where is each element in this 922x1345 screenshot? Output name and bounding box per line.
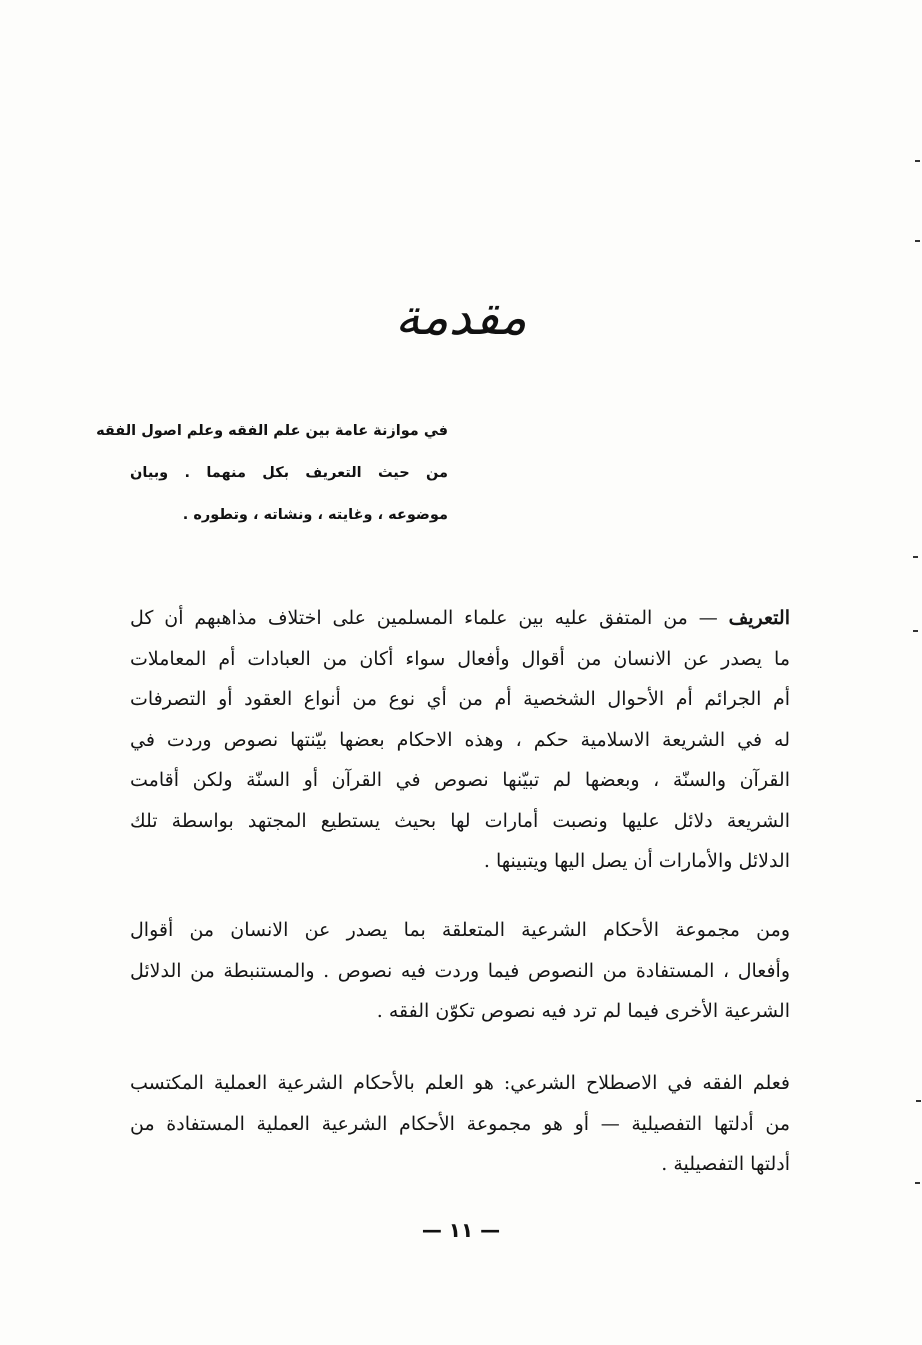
margin-mark — [913, 630, 918, 632]
margin-mark — [913, 556, 918, 558]
paragraph-line: أم الجرائم أم الأحوال الشخصية أم من أي نوع من أنواع العقود أو التصرفات — [130, 688, 790, 710]
summary-line: من حيث التعريف بكل منهما . وبيان — [130, 465, 448, 481]
page-number: — ١١ — — [421, 1218, 501, 1242]
paragraph-definition — [130, 598, 790, 882]
paragraph-fiqh-definition — [130, 1063, 790, 1185]
paragraph-fiqh-composition — [130, 910, 790, 1032]
paragraph-line — [130, 598, 790, 639]
paragraph-line: ومن مجموعة الأحكام الشرعية المتعلقة بما يصدر عن الانسان من أقوال — [130, 919, 790, 941]
paragraph-line: فعلم الفقه في الاصطلاح الشرعي: هو العلم بالأحكام الشرعية العملية المكتسب — [130, 1072, 790, 1094]
margin-mark — [916, 1100, 921, 1102]
margin-mark — [915, 1182, 920, 1184]
paragraph-line: من أدلتها التفصيلية — أو هو مجموعة الأحكام الشرعية العملية المستفادة من — [130, 1112, 790, 1135]
chapter-summary — [96, 410, 448, 536]
paragraph-line: الدلائل والأمارات أن يصل اليها ويتبينها . — [483, 850, 790, 872]
paragraph-text: — من المتفق عليه بين علماء المسلمين على اختلاف مذاهبهم أن كل — [130, 607, 718, 629]
margin-mark — [915, 160, 920, 162]
margin-mark — [915, 240, 920, 242]
summary-line: في موازنة عامة بين علم الفقه وعلم اصول الفقه — [96, 423, 448, 439]
page-title: مقدمة — [395, 288, 527, 346]
paragraph-line: له في الشريعة الاسلامية حكم ، وهذه الاحكام بعضها بيّنتها نصوص وردت في — [130, 728, 790, 751]
summary-line: موضوعه ، وغايته ، ونشاته ، وتطوره . — [182, 507, 448, 523]
paragraph-line: الشريعة دلائل عليها ونصبت أمارات لها بحيث يستطيع المجتهد بواسطة تلك — [130, 809, 790, 832]
paragraph-line: أدلتها التفصيلية . — [661, 1153, 790, 1175]
paragraph-line: الشرعية الأخرى فيما لم ترد فيه نصوص تكوّن الفقه . — [376, 1000, 790, 1022]
paragraph-line: وأفعال ، المستفادة من النصوص فيما وردت فيه نصوص . والمستنبطة من الدلائل — [130, 959, 790, 982]
paragraph-line: ما يصدر عن الانسان من أقوال وأفعال سواء أكان من العبادات أم المعاملات — [130, 647, 790, 670]
paragraph-line: القرآن والسنّة ، وبعضها لم تبيّنها نصوص في القرآن أو السنّة ولكن أقامت — [130, 769, 790, 791]
definition-heading: التعريف — [728, 607, 790, 629]
